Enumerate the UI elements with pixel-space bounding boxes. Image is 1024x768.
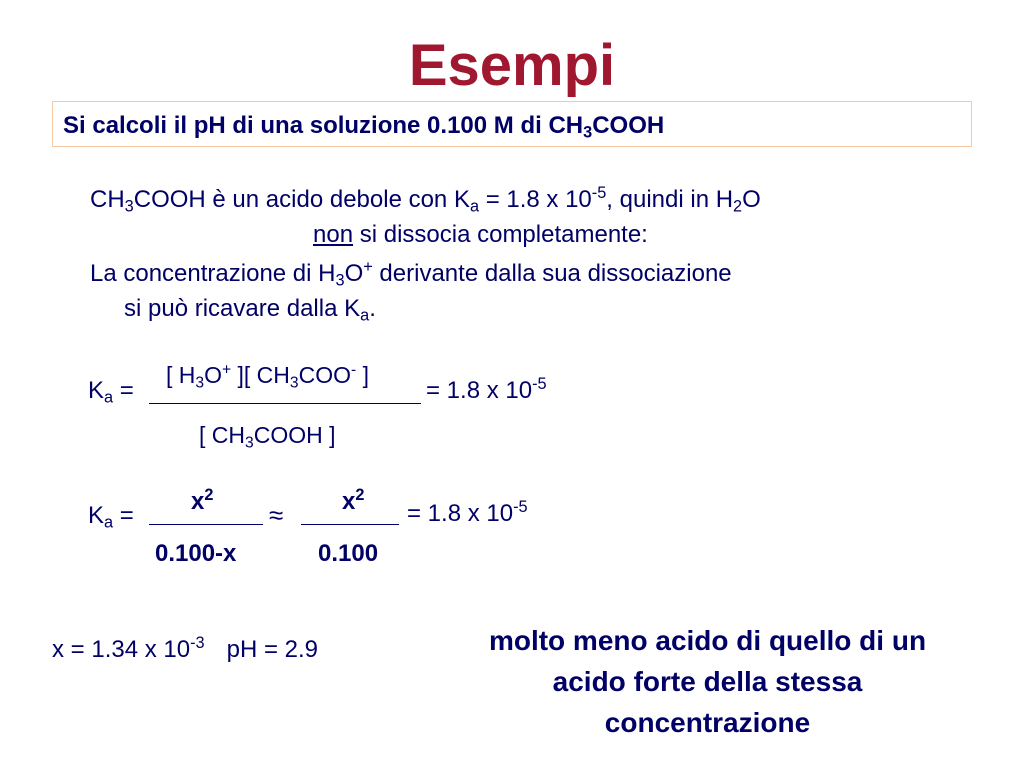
eq2-numerator-2: $x^2$ — [342, 486, 365, 515]
problem-statement: Si calcoli il pH di una soluzione 0.100 M di $CH_3COOH$ — [63, 112, 665, 142]
intro-line-1: $CH_3COOH$ è un acido debole con $K_a = 1.8$ x $10^{-5}$, quindi in $H_2O$ — [90, 184, 761, 216]
eq2-denominator-2: 0.100 — [318, 540, 379, 567]
eq2-numerator-1: $x^2$ — [191, 486, 214, 515]
eq1-denominator: [ $CH_3COOH$ ] — [199, 422, 336, 452]
eq2-fraction-bar-1 — [149, 524, 263, 525]
eq2-denominator-1: 0.100-x — [155, 540, 237, 567]
eq2-lhs: $K_a$ = — [88, 502, 134, 532]
eq1-numerator: [ $H_3O^+$ ][ $CH_3COO^-$ ] — [166, 361, 369, 392]
eq1-rhs: = 1.8 x $10^{-5}$ — [426, 375, 547, 404]
slide-title: Esempi — [408, 33, 616, 98]
eq2-rhs: = 1.8 x $10^{-5}$ — [407, 498, 528, 527]
concentration-line-2: si può ricavare dalla $K_a$. — [124, 295, 376, 325]
eq1-fraction-bar — [149, 403, 421, 404]
concentration-line-1: La concentrazione di $H_3O^+$ derivante dalla sua dissociazione — [90, 258, 732, 290]
comparison-note: molto meno acido di quello di un acido forte della stessa concentrazione — [488, 625, 927, 738]
result-line: x = 1.34 x $10^{-3}$ pH = 2.9 — [52, 634, 319, 663]
intro-line-2: non si dissocia completamente: — [313, 221, 648, 248]
approx-symbol: ≈ — [269, 500, 284, 530]
eq1-lhs: $K_a$ = — [88, 377, 134, 407]
eq2-fraction-bar-2 — [301, 524, 399, 525]
